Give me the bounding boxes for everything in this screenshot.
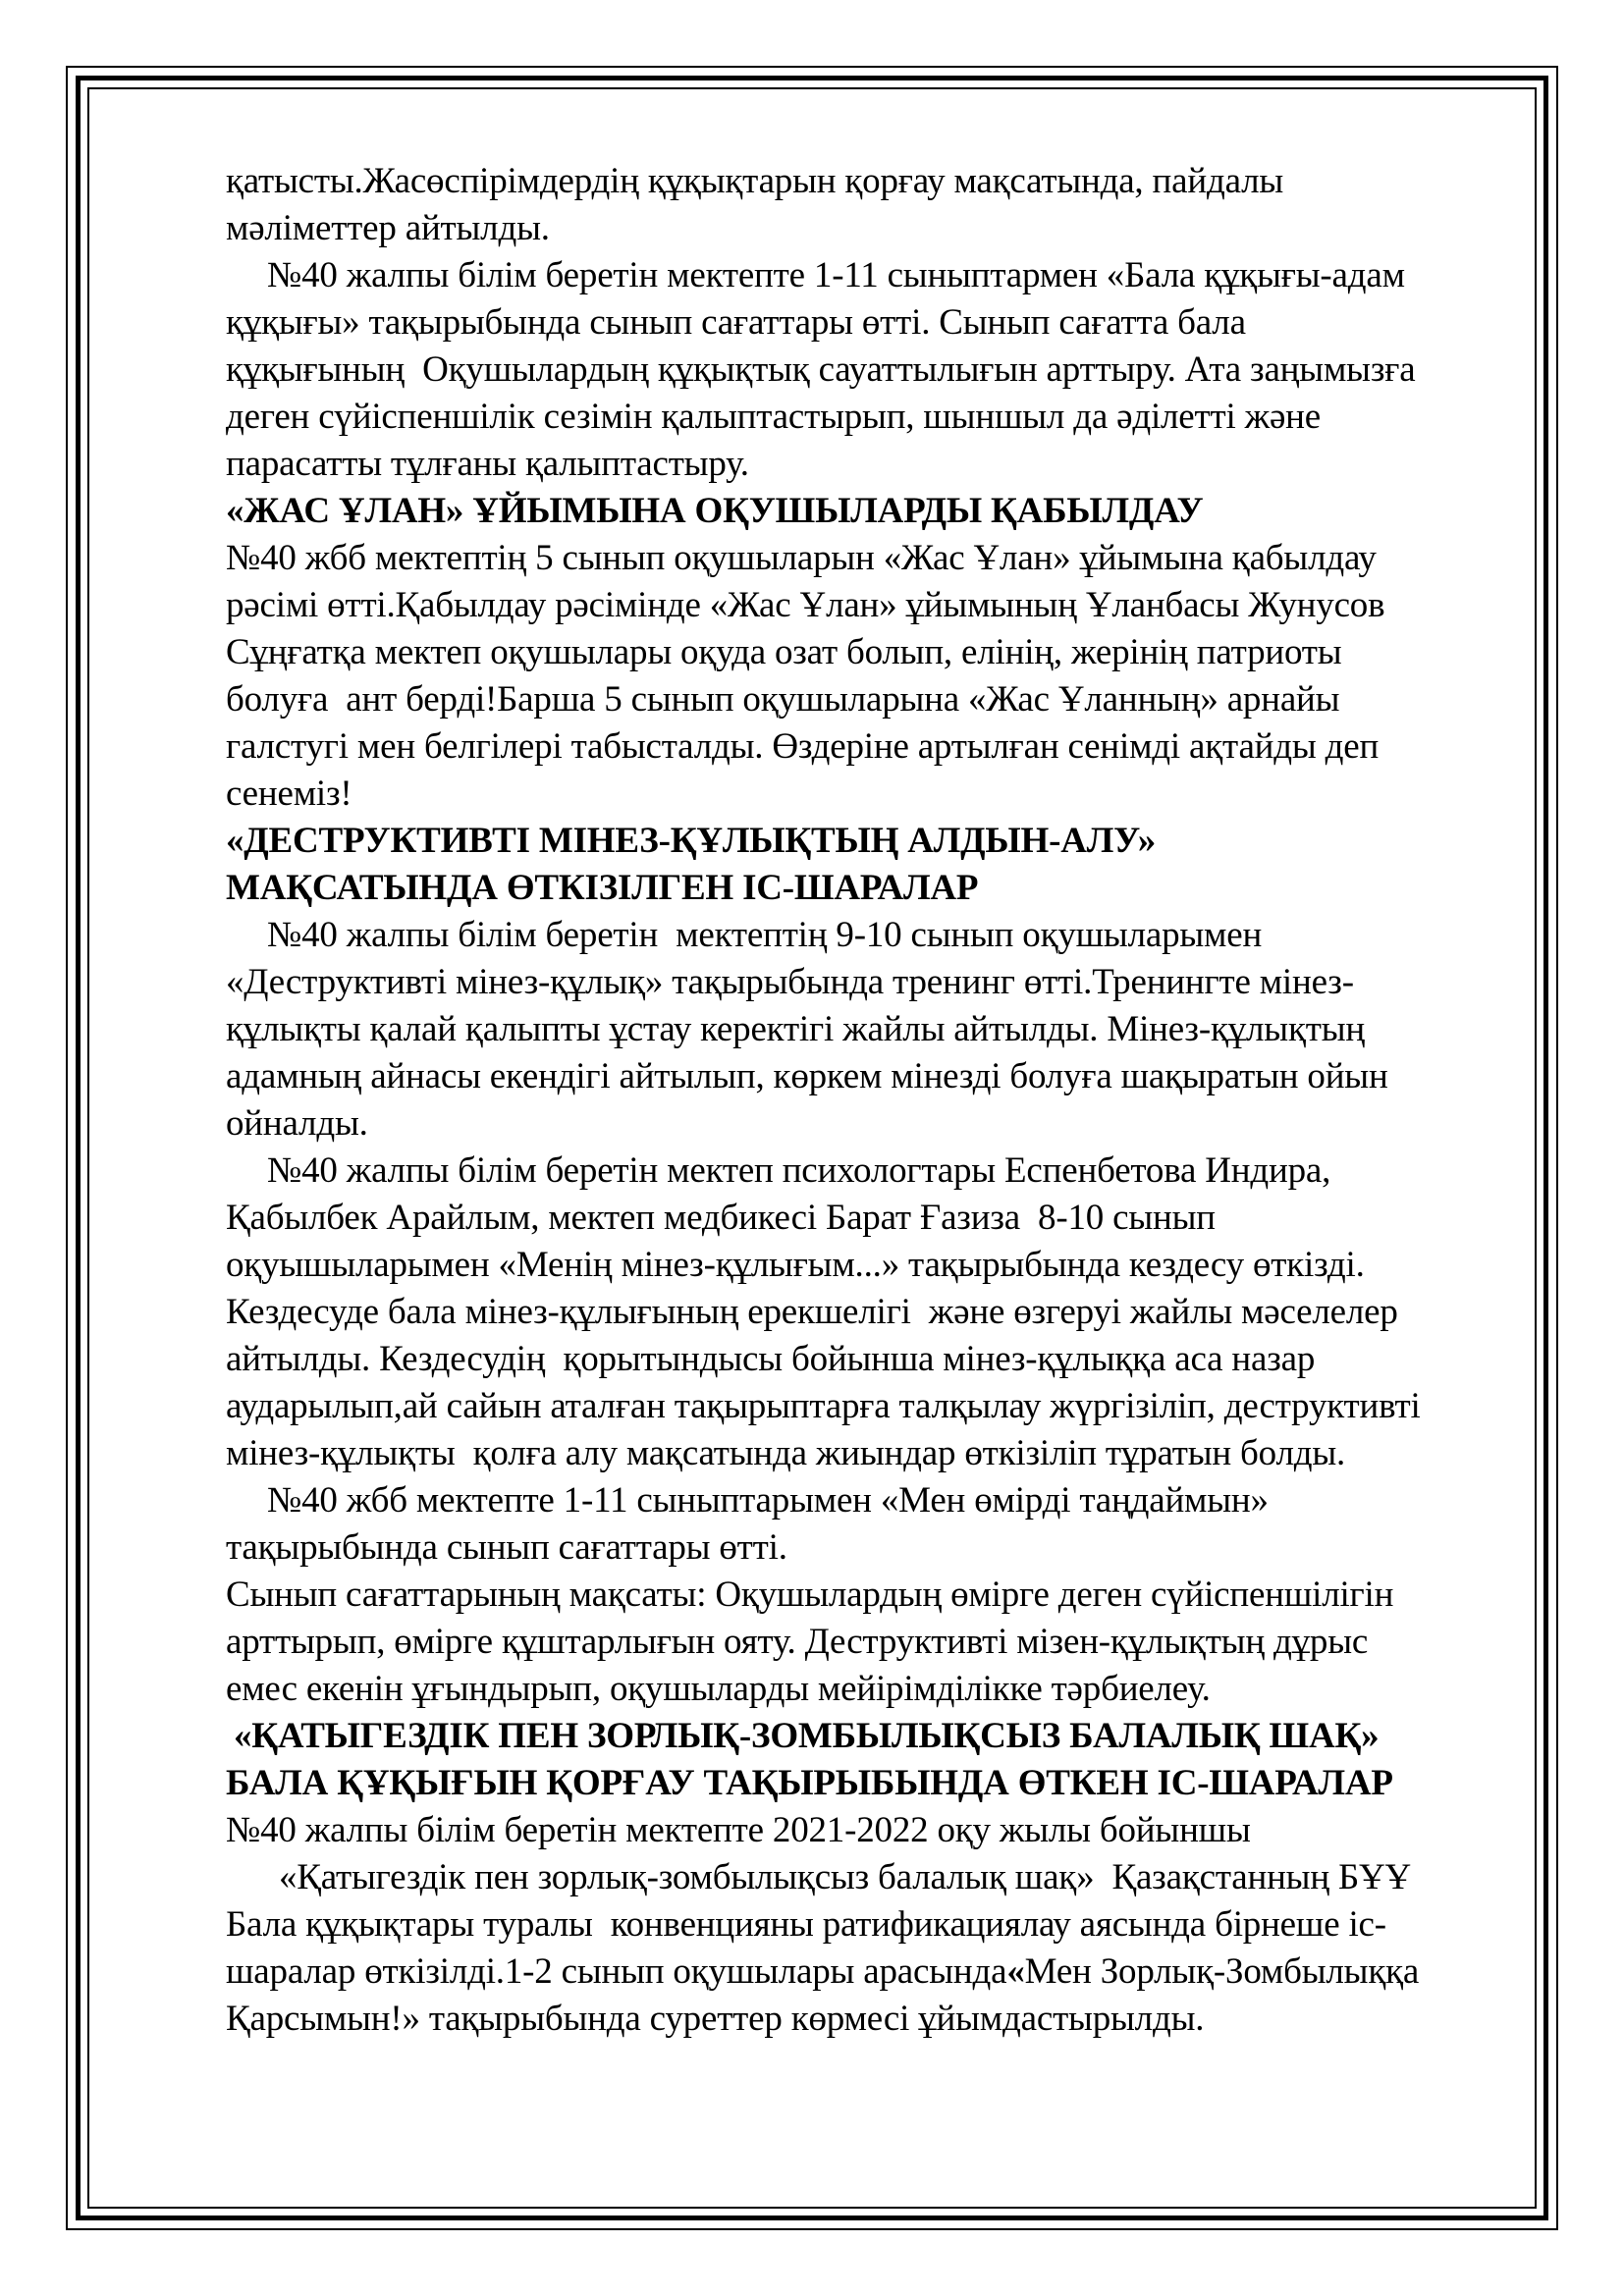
text-line: оқуышыларымен «Менің мінез-құлығым...» тақырыбында кездесу өткізді. xyxy=(226,1245,1365,1285)
text-line: Бала құқықтары туралы конвенцияны ратификациялау аясында бірнеше іс- xyxy=(226,1904,1386,1945)
text-line: №40 жалпы білім беретін мектеп психологтары Еспенбетова Индира, xyxy=(267,1150,1331,1191)
text-line: қатысты.Жасөспірімдердің құқықтарын қорғау мақсатында, пайдалы xyxy=(226,161,1284,201)
text-line: емес екенін ұғындырып, оқушыларды мейірімділікке тәрбиелеу. xyxy=(226,1669,1211,1709)
text-line: құлықты қалай қалыпты ұстау керектігі жайлы айтылды. Мінез-құлықтың xyxy=(226,1009,1365,1049)
text-line: Сұңғатқа мектеп оқушылары оқуда озат болып, елінің, жерінің патриоты xyxy=(226,632,1342,672)
text-line: №40 жбб мектепте 1-11 сыныптарымен «Мен өмірді таңдаймын» xyxy=(267,1480,1269,1521)
text-line: №40 жалпы білім беретін мектепте 2021-2022 оқу жылы бойыншы xyxy=(226,1810,1251,1850)
text-line: «Деструктивті мінез-құлық» тақырыбында тренинг өтті.Тренингте мінез- xyxy=(226,962,1354,1002)
text-line: Сынып сағаттарының мақсаты: Оқушылардың өмірге деген сүйіспеншілігін xyxy=(226,1575,1394,1615)
text-segment: шаралар өткізілді.1-2 сынып оқушылары арасында xyxy=(226,1951,1007,1992)
text-line: деген сүйіспеншілік сезімін қалыптастырып, шыншыл да әділетті және xyxy=(226,397,1321,437)
heading-line: «ЖАС ҰЛАН» ҰЙЫМЫНА ОҚУШЫЛАРДЫ ҚАБЫЛДАУ xyxy=(226,491,1204,531)
text-line: ойналды. xyxy=(226,1103,368,1144)
text-line: тақырыбында сынып сағаттары өтті. xyxy=(226,1527,787,1568)
text-segment: Мен Зорлық-Зомбылыққа xyxy=(1024,1951,1420,1992)
text-line xyxy=(226,1949,1498,1996)
text-line: Кездесуде бала мінез-құлығының ерекшелігі және өзгеруі жайлы мәселелер xyxy=(226,1292,1398,1332)
text-line: Қарсымын!» тақырыбында суреттер көрмесі ұйымдастырылды. xyxy=(226,1999,1205,2039)
text-line: №40 жалпы білім беретін мектептің 9-10 сынып оқушыларымен xyxy=(267,915,1263,955)
text-line: айтылды. Кездесудің қорытындысы бойынша мінез-құлыққа аса назар xyxy=(226,1339,1316,1379)
heading-line: МАҚСАТЫНДА ӨТКІЗІЛГЕН ІС-ШАРАЛАР xyxy=(226,868,979,908)
text-line: аударылып,ай сайын аталған тақырыптарға талқылау жүргізіліп, деструктивті xyxy=(226,1386,1421,1426)
text-line: мінез-құлықты қолға алу мақсатында жиындар өткізіліп тұратын болды. xyxy=(226,1433,1346,1473)
document-body xyxy=(226,158,1498,2043)
text-line: құқығы» тақырыбында сынып сағаттары өтті. Сынып сағатта бала xyxy=(226,302,1246,343)
heading-line: «ҚАТЫГЕЗДІК ПЕН ЗОРЛЫҚ-ЗОМБЫЛЫҚСЫЗ БАЛАЛЫҚ ШАҚ» xyxy=(234,1716,1380,1756)
heading-line: БАЛА ҚҰҚЫҒЫН ҚОРҒАУ ТАҚЫРЫБЫНДА ӨТКЕН ІС-ШАРАЛАР xyxy=(226,1763,1393,1803)
text-line: парасатты тұлғаны қалыптастыру. xyxy=(226,444,749,484)
heading-line: «ДЕСТРУКТИВТІ МІНЕЗ-ҚҰЛЫҚТЫҢ АЛДЫН-АЛУ» xyxy=(226,821,1157,861)
text-segment: « xyxy=(1006,1951,1025,1992)
text-line: адамның айнасы екендігі айтылып, көркем мінезді болуға шақыратын ойын xyxy=(226,1056,1388,1096)
text-line: №40 жбб мектептің 5 сынып оқушыларын «Жас Ұлан» ұйымына қабылдау xyxy=(226,538,1377,578)
text-line: Қабылбек Арайлым, мектеп медбикесі Барат Ғазиза 8-10 сынып xyxy=(226,1198,1216,1238)
text-line: мәліметтер айтылды. xyxy=(226,208,550,248)
text-line: рәсімі өтті.Қабылдау рәсімінде «Жас Ұлан» ұйымының Ұланбасы Жунусов xyxy=(226,585,1385,625)
text-line: құқығының Оқушылардың құқықтық сауаттылығын арттыру. Ата заңымызға xyxy=(226,349,1416,390)
text-line: арттырып, өмірге құштарлығын ояту. Деструктивті мізен-құлықтың дұрыс xyxy=(226,1622,1369,1662)
text-line: №40 жалпы білім беретін мектепте 1-11 сыныптармен «Бала құқығы-адам xyxy=(267,255,1405,295)
text-line: «Қатыгездік пен зорлық-зомбылықсыз балалық шақ» Қазақстанның БҰҰ xyxy=(279,1857,1412,1897)
text-line: сенеміз! xyxy=(226,774,352,814)
text-line: галстугі мен белгілері табысталды. Өздеріне артылған сенімді ақтайды деп xyxy=(226,726,1380,767)
text-line: болуға ант берді!Барша 5 сынып оқушыларына «Жас Ұланның» арнайы xyxy=(226,679,1340,720)
